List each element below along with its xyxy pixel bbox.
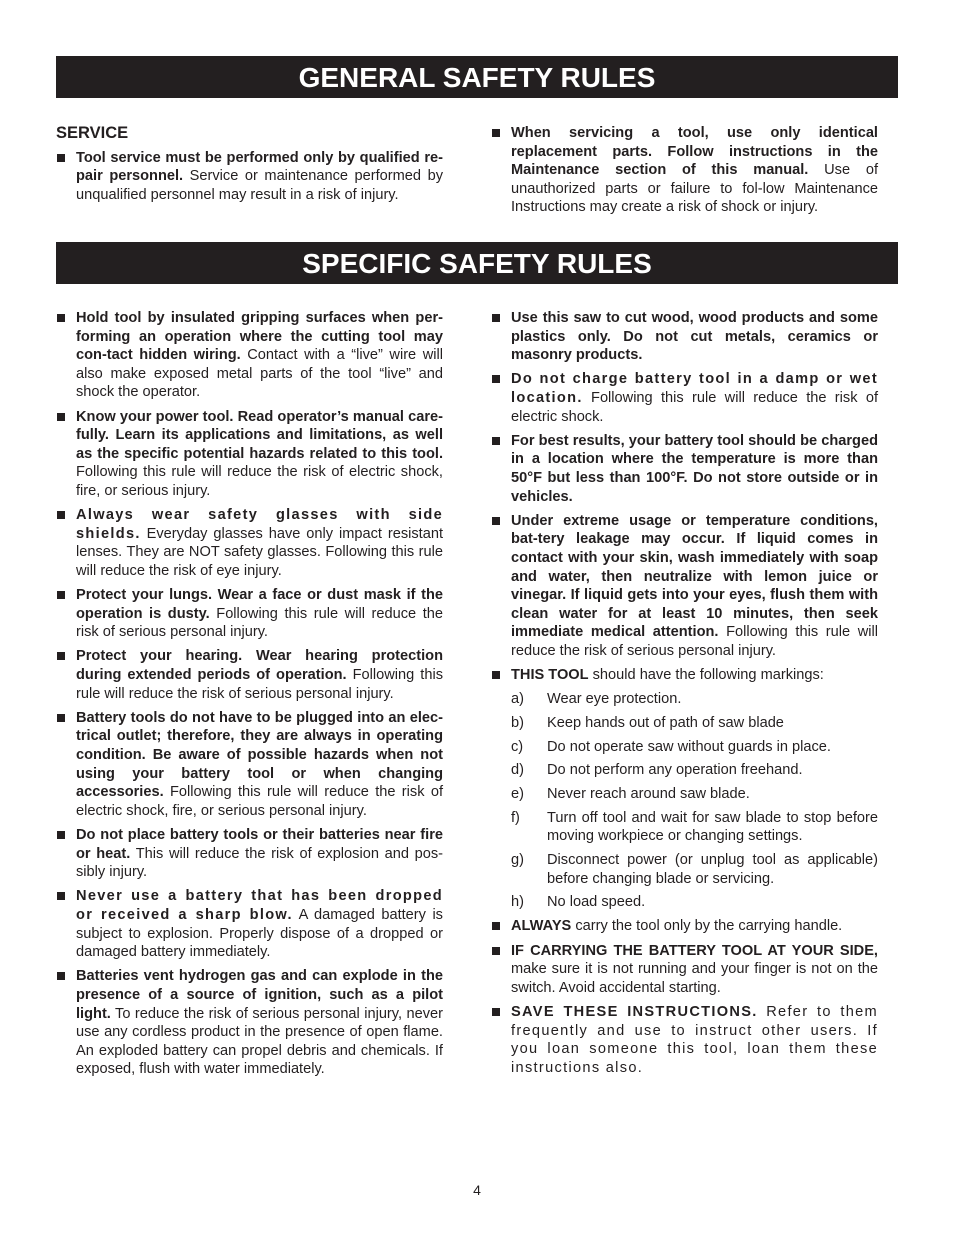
list-item: a) Wear eye protection.: [511, 691, 682, 708]
list-item: d) Do not perform any operation freehand.: [511, 762, 803, 779]
rule-item: Batteries vent hydrogen gas and can explode in the presence of a source of ignition, such as a pilot light. To reduce the risk of serious personal injury, never use any cordless product in the presence of open flame. An exploded battery can propel debris and chemicals. If exposed, flush with water immediately.: [56, 967, 443, 1079]
square-bullet-icon: [57, 591, 65, 599]
square-bullet-icon: [492, 314, 500, 322]
square-bullet-icon: [57, 652, 65, 660]
square-bullet-icon: [492, 671, 500, 679]
list-item: g) Disconnect power (or unplug tool as applicable) before changing blade or servicing.: [511, 851, 878, 887]
rule-item: Never use a battery that has been dropped or received a sharp blow. A damaged battery is subject to explosion. Properly dispose of a dropped or damaged battery immediately.: [56, 887, 443, 961]
rule-item: Battery tools do not have to be plugged into an elec-trical outlet; therefore, they are always in operating condition. Be aware of possible hazards when not using your battery tool or when changing accessories. Following this rule will reduce the risk of electric shock, fire, or serious personal injury.: [56, 709, 443, 821]
rule-item: Protect your lungs. Wear a face or dust mask if the operation is dusty. Following this rule will reduce the risk of serious personal injury.: [56, 586, 443, 642]
rule-item: THIS TOOL should have the following markings:: [491, 666, 878, 685]
rule-item: Under extreme usage or temperature conditions, bat-tery leakage may occur. If liquid comes in contact with your skin, wash immediately with soap and water, then neutralize with lemon juice or vinegar. If liquid gets into your eyes, flush them with clean water for at least 10 minutes, then seek immediate medical attention. Following this rule will reduce the risk of serious personal injury.: [491, 512, 878, 661]
list-item: b) Keep hands out of path of saw blade: [511, 714, 784, 731]
square-bullet-icon: [57, 511, 65, 519]
list-item: c) Do not operate saw without guards in place.: [511, 738, 831, 755]
list-item: h) No load speed.: [511, 894, 646, 911]
square-bullet-icon: [57, 892, 65, 900]
service-heading: SERVICE: [56, 124, 129, 142]
square-bullet-icon: [57, 972, 65, 980]
square-bullet-icon: [492, 129, 500, 137]
square-bullet-icon: [57, 714, 65, 722]
square-bullet-icon: [492, 947, 500, 955]
rule-item: Protect your hearing. Wear hearing protection during extended periods of operation. Following this rule will reduce the risk of serious personal injury.: [56, 647, 443, 703]
rule-item: ALWAYS carry the tool only by the carrying handle.: [491, 917, 878, 936]
list-item: e) Never reach around saw blade.: [511, 786, 750, 802]
rule-item: IF CARRYING THE BATTERY TOOL AT YOUR SIDE, make sure it is not running and your finger is not on the switch. Avoid accidental starting.: [491, 942, 878, 998]
square-bullet-icon: [57, 413, 65, 421]
rule-item: SAVE THESE INSTRUCTIONS. Refer to them frequently and use to instruct other users. If you loan someone this tool, loan them these instructions also.: [491, 1003, 878, 1077]
rule-item: Use this saw to cut wood, wood products and some plastics only. Do not cut metals, ceramics or masonry products.: [491, 309, 878, 365]
square-bullet-icon: [57, 314, 65, 322]
general-safety-rules-banner: GENERAL SAFETY RULES: [56, 56, 898, 98]
list-item: f) Turn off tool and wait for saw blade to stop before moving workpiece or changing settings.: [511, 809, 878, 845]
specific-safety-rules-banner: SPECIFIC SAFETY RULES: [56, 242, 898, 284]
markings-list: [491, 690, 878, 912]
square-bullet-icon: [492, 1008, 500, 1016]
square-bullet-icon: [57, 831, 65, 839]
rule-item: For best results, your battery tool should be charged in a location where the temperature is more than 50°F but less than 100°F. Do not store outside or in vehicles.: [491, 432, 878, 506]
service-section: [56, 124, 443, 204]
rule-item: When servicing a tool, use only identical replacement parts. Follow instructions in the Maintenance section of this manual. Use of unauthorized parts or failure to fol-low Maintenance Instructions may create a risk of shock or injury.: [491, 124, 878, 217]
specific-rules-left-column: [56, 309, 443, 1079]
rule-item: Always wear safety glasses with side shields. Everyday glasses have only impact resistant lenses. They are NOT safety glasses. Following this rule will reduce the risk of eye injury.: [56, 506, 443, 580]
rule-item: Hold tool by insulated gripping surfaces when per-forming an operation where the cutting tool may con-tact hidden wiring. Contact with a “live” wire will also make exposed metal parts of the tool “live” and shock the operator.: [56, 309, 443, 402]
rule-item: Tool service must be performed only by qualified re-pair personnel. Service or maintenance performed by unqualified personnel may result in a risk of injury.: [56, 149, 443, 205]
specific-rules-right-column: [491, 309, 878, 1077]
square-bullet-icon: [57, 154, 65, 162]
service-section-right: [491, 124, 878, 217]
square-bullet-icon: [492, 922, 500, 930]
square-bullet-icon: [492, 375, 500, 383]
square-bullet-icon: [492, 517, 500, 525]
page-number: 4: [473, 1182, 481, 1198]
rule-item: Do not place battery tools or their batteries near fire or heat. This will reduce the risk of explosion and pos-sibly injury.: [56, 826, 443, 882]
rule-item: Know your power tool. Read operator’s manual care-fully. Learn its applications and limitations, as well as the specific potential hazards related to this tool. Following this rule will reduce the risk of electric shock, fire, or serious injury.: [56, 408, 443, 501]
rule-item: Do not charge battery tool in a damp or wet location. Following this rule will reduce the risk of electric shock.: [491, 370, 878, 426]
square-bullet-icon: [492, 437, 500, 445]
